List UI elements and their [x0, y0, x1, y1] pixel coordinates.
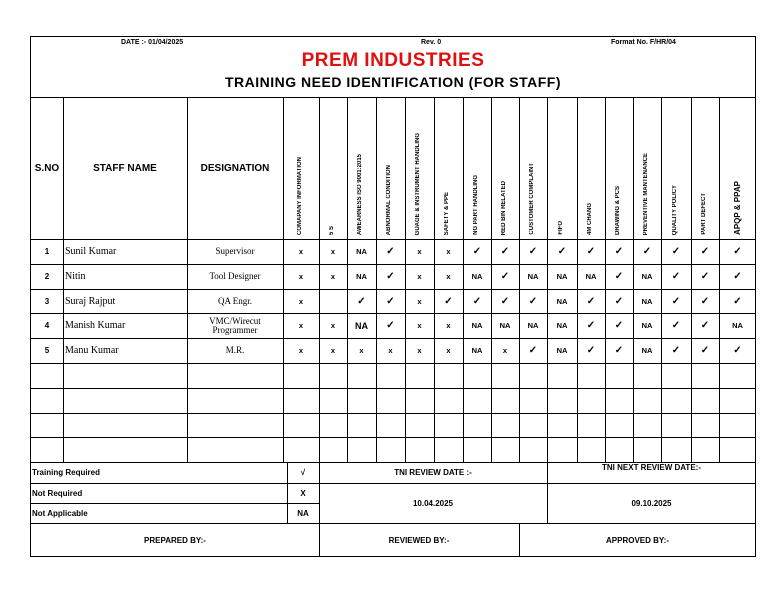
- grid-line-h: [31, 264, 756, 265]
- row-mark-cell: NA: [732, 321, 743, 330]
- row-mark-cell: x: [298, 346, 304, 355]
- row-sno: 5: [44, 346, 50, 355]
- grid-line-h: [31, 338, 756, 339]
- row-staff-name: Manish Kumar: [65, 320, 126, 331]
- row-mark-cell: ✓: [614, 320, 624, 331]
- col-header-topic: [347, 97, 376, 239]
- date-label: DATE :- 01/04/2025: [121, 39, 184, 46]
- reviewed-by: REVIEWED BY:-: [388, 535, 450, 545]
- row-mark-cell: [319, 289, 347, 313]
- topic-label: RED BIN RELATED: [500, 180, 507, 235]
- grid-line-h: [31, 313, 756, 314]
- col-header-topic: [519, 97, 547, 239]
- grid-line-v: [577, 97, 578, 462]
- row-sno: 2: [44, 272, 50, 281]
- row-designation: VMC/Wirecut Programmer: [209, 315, 261, 335]
- row-mark-cell: x: [298, 272, 304, 281]
- grid-line-v: [691, 97, 692, 462]
- row-mark-cell: x: [330, 346, 336, 355]
- grid-line-h: [31, 239, 756, 240]
- row-designation: Supervisor: [215, 246, 255, 256]
- tni-sheet: [30, 36, 756, 557]
- grid-line-v: [661, 97, 662, 462]
- tni-next-review-label: TNI NEXT REVIEW DATE:-: [602, 462, 701, 472]
- row-mark-cell: ✓: [586, 295, 596, 307]
- topic-label: COMAPANY INFORMATION: [296, 157, 303, 235]
- row-staff-name: Manu Kumar: [65, 345, 119, 356]
- row-mark-cell: ✓: [386, 246, 395, 257]
- grid-line-v: [405, 97, 406, 462]
- col-header-topic: [319, 97, 347, 239]
- row-mark-cell: ✓: [671, 320, 681, 331]
- row-mark-cell: NA: [641, 346, 653, 355]
- grid-line-v: [63, 97, 64, 462]
- col-header-topic: [633, 97, 661, 239]
- row-mark-cell: x: [417, 272, 422, 281]
- grid-line-v: [719, 97, 720, 462]
- row-mark-cell: x: [417, 247, 422, 256]
- topic-label: DRAWING & PCS: [614, 185, 621, 235]
- format-number: Format No. F/HR/04: [611, 39, 676, 46]
- row-designation: M.R.: [225, 345, 245, 355]
- row-mark-cell: ✓: [671, 246, 681, 257]
- col-header-topic: [376, 97, 405, 239]
- row-mark-cell: ✓: [500, 271, 510, 282]
- row-mark-cell: ✓: [444, 295, 453, 307]
- row-mark-cell: ✓: [500, 246, 510, 257]
- row-mark-cell: ✓: [671, 345, 681, 356]
- grid-line-v: [187, 97, 188, 462]
- topic-label: 5 S: [328, 225, 335, 235]
- col-header-topic: [719, 97, 756, 239]
- row-mark-cell: x: [417, 296, 422, 306]
- row-mark-cell: NA: [641, 321, 653, 330]
- row-mark-cell: ✓: [586, 320, 596, 331]
- col-header-topic: [661, 97, 691, 239]
- col-header-sno: S.NO: [34, 162, 60, 174]
- row-mark-cell: ✓: [472, 246, 482, 257]
- col-header-topic: [491, 97, 519, 239]
- row-mark-cell: NA: [585, 272, 597, 281]
- topic-label: ABNORMAL CONDITION: [386, 164, 392, 235]
- tni-review-date-label: TNI REVIEW DATE :-: [394, 468, 472, 477]
- row-staff-name: Sunil Kumar: [65, 246, 117, 257]
- row-mark-cell: ✓: [557, 246, 567, 257]
- topic-label: PREVENTIVE MANTENANCE: [642, 152, 649, 235]
- row-mark-cell: ✓: [386, 320, 395, 331]
- legend-symbol-not-required: X: [300, 488, 306, 498]
- row-mark-cell: x: [417, 346, 422, 355]
- topic-label: NG PART HANDLING: [472, 175, 479, 235]
- col-header-topic: [463, 97, 491, 239]
- grid-line-v: [605, 97, 606, 462]
- grid-line-h: [31, 413, 756, 414]
- col-header-topic: [605, 97, 633, 239]
- row-mark-cell: NA: [556, 272, 568, 281]
- row-mark-cell: ✓: [614, 246, 624, 257]
- row-mark-cell: x: [417, 321, 422, 330]
- row-mark-cell: ✓: [642, 246, 652, 257]
- col-header-topic: [434, 97, 463, 239]
- row-mark-cell: ✓: [528, 246, 538, 257]
- row-mark-cell: ✓: [357, 295, 366, 307]
- row-sno: 4: [44, 321, 50, 330]
- row-mark-cell: ✓: [386, 295, 395, 307]
- grid-line-h: [31, 437, 756, 438]
- row-mark-cell: NA: [556, 346, 568, 355]
- row-mark-cell: NA: [641, 296, 653, 306]
- grid-line-v: [633, 97, 634, 462]
- row-mark-cell: ✓: [614, 295, 624, 307]
- row-mark-cell: ✓: [500, 295, 510, 307]
- legend-not-required: Not Required: [32, 488, 83, 498]
- row-sno: 1: [44, 247, 50, 256]
- topic-label: FIFO: [557, 221, 564, 235]
- col-header-topic: [691, 97, 719, 239]
- row-mark-cell: NA: [556, 296, 568, 306]
- row-designation: QA Engr.: [217, 295, 252, 306]
- row-mark-cell: x: [502, 346, 508, 355]
- row-mark-cell: x: [446, 272, 451, 281]
- row-mark-cell: NA: [355, 320, 368, 331]
- row-mark-cell: ✓: [528, 345, 538, 356]
- row-mark-cell: ✓: [700, 345, 710, 356]
- document-title: TRAINING NEED IDENTIFICATION (FOR STAFF): [224, 74, 561, 90]
- legend-not-applicable: Not Applicable: [32, 508, 88, 518]
- row-mark-cell: ✓: [586, 345, 596, 356]
- row-mark-cell: ✓: [733, 271, 742, 282]
- row-mark-cell: x: [446, 346, 451, 355]
- row-mark-cell: NA: [527, 321, 539, 330]
- grid-line-v: [319, 97, 320, 462]
- topic-label: 4M CHANG: [586, 202, 593, 235]
- row-mark-cell: NA: [471, 321, 483, 330]
- row-mark-cell: NA: [527, 272, 539, 281]
- company-name: PREM INDUSTRIES: [301, 50, 485, 71]
- row-mark-cell: x: [330, 272, 336, 281]
- col-header-topic: [577, 97, 605, 239]
- topic-label: CUSTOMER COMPLAINT: [528, 163, 535, 235]
- grid-line-v: [283, 97, 284, 462]
- grid-line-h: [31, 289, 756, 290]
- prepared-by: PREPARED BY:-: [144, 535, 206, 545]
- row-mark-cell: x: [330, 321, 336, 330]
- topic-label: APQP & PPAP: [733, 181, 742, 235]
- row-mark-cell: ✓: [700, 271, 710, 282]
- row-mark-cell: ✓: [733, 246, 742, 257]
- row-mark-cell: NA: [641, 272, 653, 281]
- col-header-designation: DESIGNATION: [200, 162, 270, 174]
- row-mark-cell: NA: [556, 321, 568, 330]
- row-mark-cell: NA: [356, 272, 367, 281]
- row-mark-cell: x: [446, 321, 451, 330]
- row-mark-cell: ✓: [528, 295, 538, 307]
- row-mark-cell: ✓: [671, 271, 681, 282]
- tni-review-date: 10.04.2025: [412, 498, 454, 508]
- grid-line-v: [519, 97, 520, 462]
- topic-label: PART DEFECT: [700, 193, 707, 235]
- legend-training-required: Training Required: [32, 468, 101, 477]
- row-mark-cell: x: [388, 346, 393, 355]
- row-mark-cell: x: [359, 346, 364, 355]
- row-mark-cell: NA: [471, 346, 483, 355]
- row-mark-cell: x: [298, 247, 304, 256]
- row-mark-cell: ✓: [700, 295, 710, 307]
- tni-next-review-date: 09.10.2025: [631, 498, 672, 508]
- row-mark-cell: ✓: [386, 271, 395, 282]
- row-staff-name: Nitin: [65, 271, 86, 282]
- topic-label: SAFETY & PPE: [444, 191, 450, 235]
- row-mark-cell: x: [298, 296, 304, 306]
- row-mark-cell: x: [330, 247, 336, 256]
- col-header-topic: [405, 97, 434, 239]
- legend-symbol-not-applicable: NA: [297, 508, 309, 518]
- col-header-staff-name: STAFF NAME: [93, 162, 157, 174]
- row-mark-cell: ✓: [671, 295, 681, 307]
- row-mark-cell: NA: [471, 272, 483, 281]
- row-mark-cell: NA: [499, 321, 511, 330]
- legend-symbol-training-required: √: [300, 468, 306, 477]
- topic-label: AWEARNESS ISO 9001:2015: [357, 153, 363, 235]
- topic-label: QUALITY POLICY: [671, 184, 678, 235]
- grid-line-v: [547, 97, 548, 462]
- grid-line-v: [376, 97, 377, 462]
- col-header-topic: [283, 97, 319, 239]
- row-mark-cell: ✓: [733, 345, 742, 356]
- row-sno: 3: [44, 296, 50, 306]
- grid-line-v: [491, 97, 492, 462]
- row-mark-cell: ✓: [700, 320, 710, 331]
- row-mark-cell: NA: [356, 247, 367, 256]
- row-mark-cell: x: [298, 321, 304, 330]
- grid-line-h: [31, 97, 756, 98]
- col-header-topic: [547, 97, 577, 239]
- grid-line-v: [347, 97, 348, 462]
- grid-line-v: [463, 97, 464, 462]
- row-mark-cell: ✓: [472, 295, 482, 307]
- row-mark-cell: ✓: [700, 246, 710, 257]
- row-mark-cell: ✓: [614, 271, 624, 282]
- row-staff-name: Suraj Rajput: [65, 295, 116, 307]
- grid-line-h: [31, 388, 756, 389]
- grid-line-v: [434, 97, 435, 462]
- approved-by: APPROVED BY:-: [606, 535, 669, 545]
- row-mark-cell: x: [446, 247, 451, 256]
- row-mark-cell: ✓: [733, 295, 742, 307]
- row-mark-cell: ✓: [586, 246, 596, 257]
- topic-label: GUAGE & INSTRUMENT HANDLING: [415, 132, 421, 235]
- row-mark-cell: ✓: [614, 345, 624, 356]
- revision-label: Rev. 0: [421, 39, 442, 46]
- grid-line-h: [31, 363, 756, 364]
- row-designation: Tool Designer: [209, 271, 261, 281]
